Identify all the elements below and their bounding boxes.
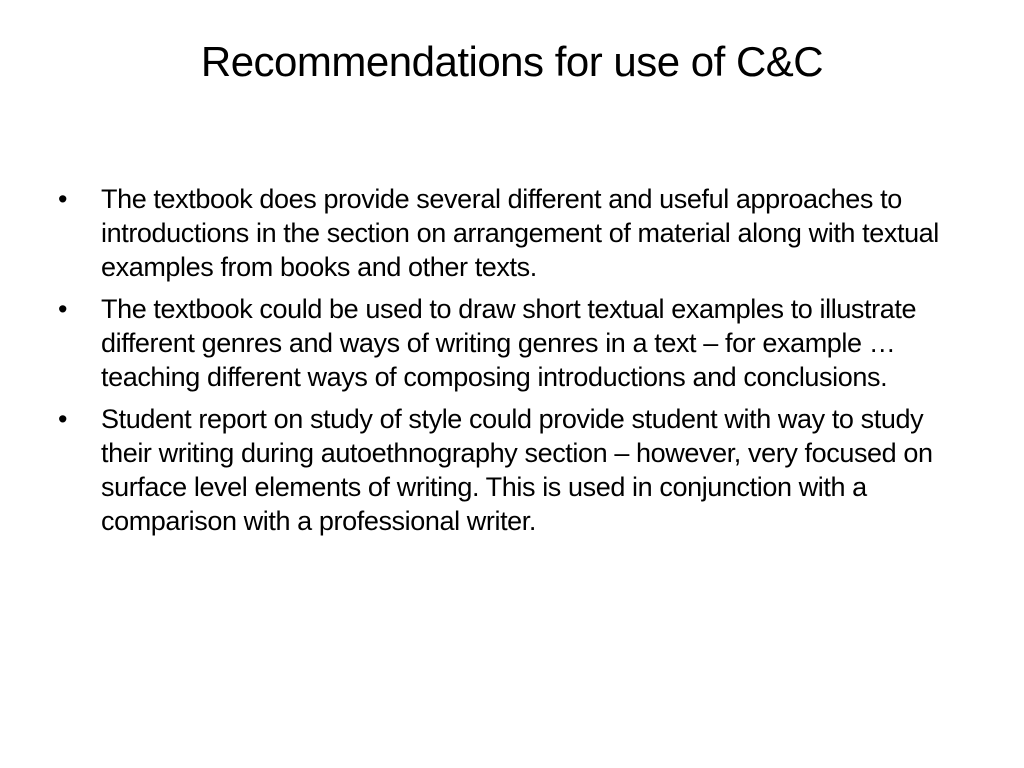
slide-title: Recommendations for use of C&C	[200, 38, 824, 85]
bullet-text: The textbook could be used to draw short textual examples to illustrate different genres and ways of writing genres in a text – for example … teaching different ways of composing introductions and conclusions.	[101, 294, 917, 392]
bullet-text: Student report on study of style could provide student with way to study their writing during autoethnography section – however, very focused on surface level elements of writing. This is used in conjunction with a comparison with a professional writer.	[101, 404, 933, 536]
bullet-text: The textbook does provide several different and useful approaches to introductions in the section on arrangement of material along with textual examples from books and other texts.	[101, 184, 939, 282]
bullet-icon: •	[58, 184, 68, 214]
bullet-item	[58, 402, 968, 538]
bullet-icon: •	[58, 404, 68, 434]
bullet-item	[58, 182, 968, 284]
bullet-list	[58, 182, 968, 546]
bullet-icon: •	[58, 294, 68, 324]
bullet-item	[58, 292, 968, 394]
